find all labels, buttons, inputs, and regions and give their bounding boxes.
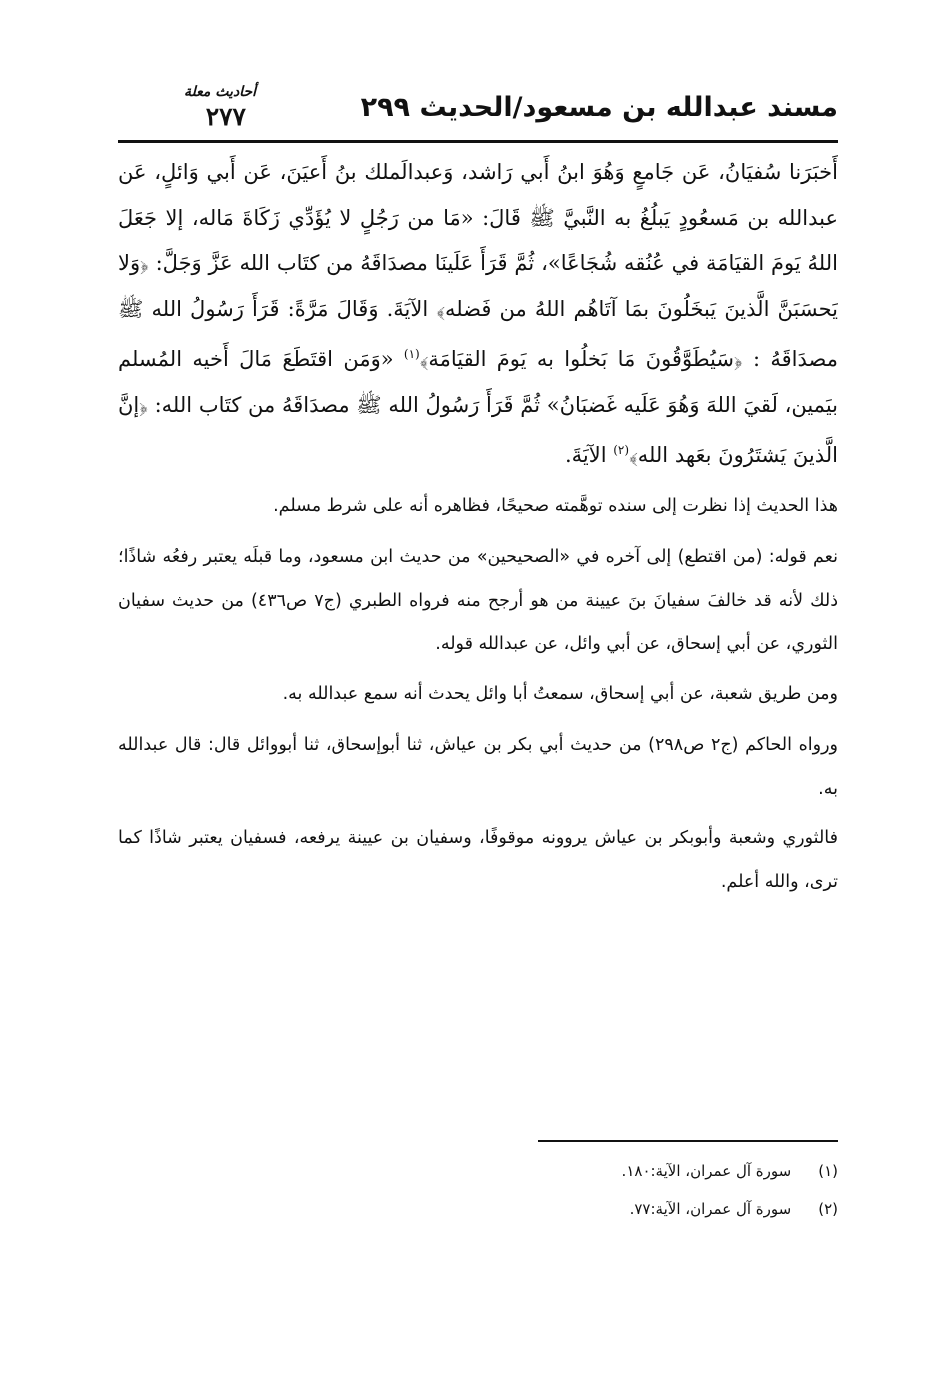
footnotes (118, 1152, 838, 1228)
hadith-text-part-3: الآيَةَ. (564, 443, 614, 467)
section-label: أحاديث معلة (184, 84, 256, 100)
hadith-text (118, 150, 838, 479)
hadith-text-part-2: «وَمَن اقتَطَعَ مَالَ أَخيه المُسلم بيَمين، لَقيَ اللهَ وَهُوَ عَلَيه غَضبَانُ» ثُمَّ قَرَأَ رَسُولُ الله ﷺ مصدَاقَهُ من كتَاب الله: ﴿إنَّ الَّذينَ يَشتَرُونَ بعَهد الله﴾ (118, 347, 838, 467)
footnote-number: (٢) (818, 1200, 838, 1218)
footnote-marker-1: (١) (403, 347, 420, 361)
footnote-item (118, 1190, 838, 1228)
header-divider (118, 140, 838, 143)
commentary-paragraph: فالثوري وشعبة وأبوبكر بن عياش يروونه موقوفًا، وسفيان بن عيينة يرفعه، فسفيان يعتبر شاذًا كما ترى، والله أعلم. (118, 828, 838, 892)
commentary-paragraph: نعم قوله: (من اقتطع) إلى آخره في «الصحيحين» من حديث ابن مسعود، وما قبلَه يعتبر رفعُه شاذًا؛ ذلك لأنه قد خالفَ سفيانَ بنَ عيينة من هو أرجح منه فرواه الطبري (ج٧ ص٤٣٦) من حديث سفيان الثوري، عن أبي إسحاق، عن أبي وائل، عن عبدالله قوله. (118, 547, 838, 654)
footnote-number: (١) (818, 1162, 838, 1180)
footnote-text: سورة آل عمران، الآية:٧٧. (629, 1200, 792, 1218)
footnote-text: سورة آل عمران، الآية:١٨٠. (621, 1162, 792, 1180)
footnote-marker-2: (٢) (613, 443, 630, 457)
footnote-divider (538, 1140, 838, 1142)
page-body (118, 150, 838, 1080)
hadith-text-part-1: أَخبَرَنا سُفيَانُ، عَن جَامعٍ وَهُوَ ابنُ أَبي رَاشد، وَعبدالَملك بنُ أَعيَنَ، عَن أَبي وَائلٍ، عَن عبدالله بن مَسعُودٍ يَبلُغُ به النَّبيَّ ﷺ قَالَ: «مَا من رَجُلٍ لا يُؤَدِّي زَكَاةَ مَاله، إلا جَعَلَ اللهُ يَومَ القيَامَة في عُنُقه شُجَاعًا»، ثُمَّ قَرَأَ عَلَينَا مصدَاقَهُ من كتَاب الله عَزَّ وَجَلَّ: ﴿وَلا يَحسَبَنَّ الَّذينَ يَبخَلُونَ بمَا آتَاهُم اللهُ من فَضله﴾ الآيَةَ. وَقَالَ مَرَّةً: قَرَأَ رَسُولُ الله ﷺ مصدَاقَهُ : ﴿سَيُطَوَّقُونَ مَا بَخلُوا به يَومَ القيَامَة﴾ (118, 160, 838, 371)
running-title: مسند عبدالله بن مسعود/الحديث ٢٩٩ (360, 92, 838, 123)
commentary-paragraph: ورواه الحاكم (ج٢ ص٢٩٨) من حديث أبي بكر بن عياش، ثنا أبوإسحاق، ثنا أبووائل قال: قال عبدالله به. (118, 735, 838, 799)
commentary-paragraph: هذا الحديث إذا نظرت إلى سنده توهَّمته صحيحًا، فظاهره أنه على شرط مسلم. (273, 495, 838, 516)
page-number: ٢٧٧ (205, 102, 246, 131)
commentary-paragraph: ومن طريق شعبة، عن أبي إسحاق، سمعتُ أبا وائل يحدث أنه سمع عبدالله به. (282, 683, 838, 704)
footnote-item (118, 1152, 838, 1190)
